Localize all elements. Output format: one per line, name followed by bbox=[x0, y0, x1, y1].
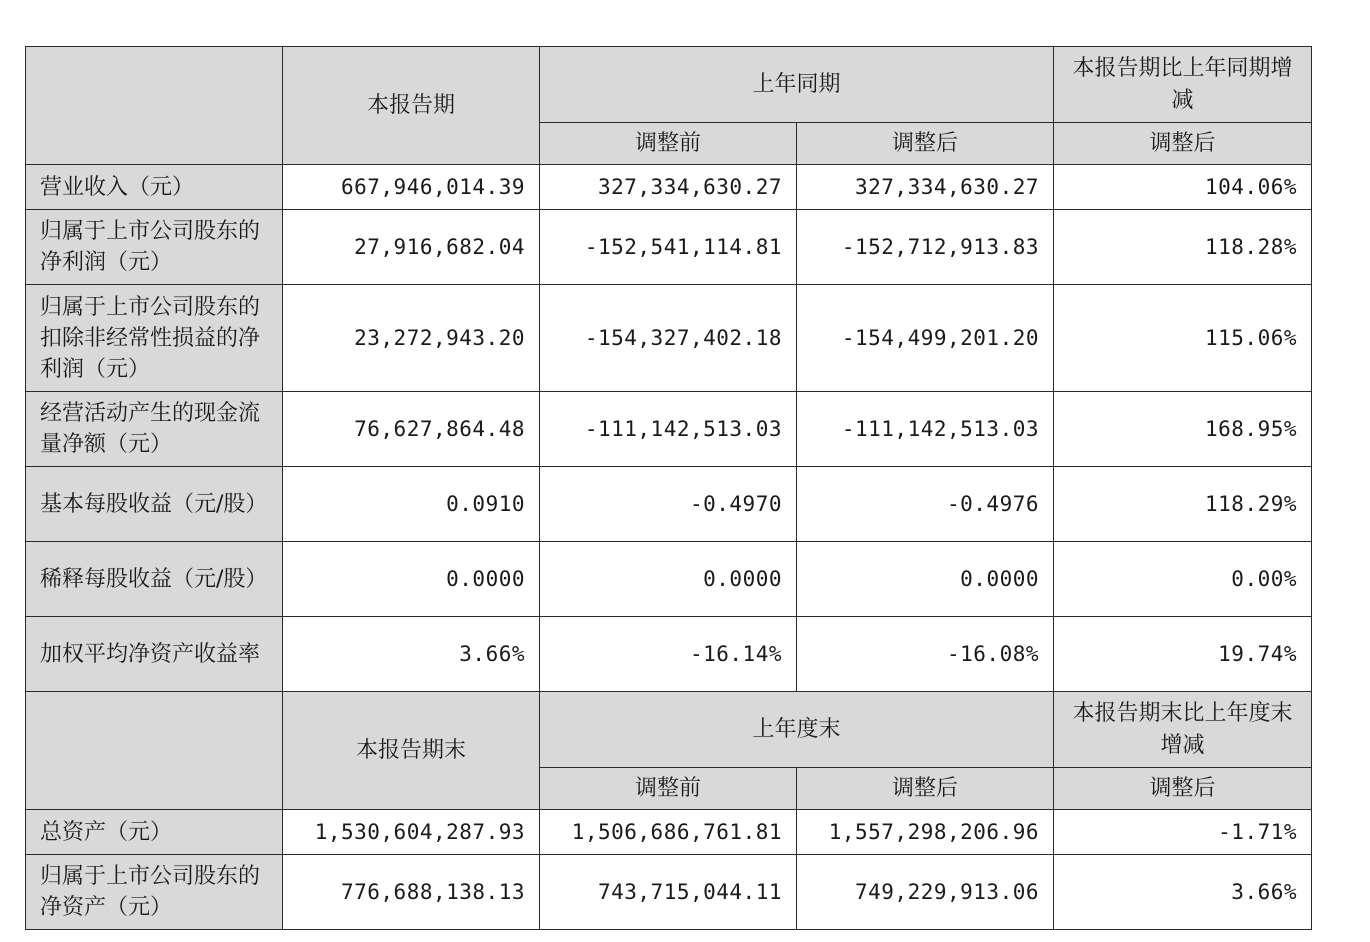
table-row bbox=[26, 542, 1312, 617]
value-change: 19.74% bbox=[1054, 617, 1312, 692]
header-blank-cell bbox=[26, 692, 283, 810]
row-label: 总资产（元） bbox=[26, 810, 283, 855]
value-current: 3.66% bbox=[283, 617, 540, 692]
row-label: 归属于上市公司股东的净利润（元） bbox=[26, 210, 283, 285]
value-current: 0.0910 bbox=[283, 467, 540, 542]
value-after-adjustment: 0.0000 bbox=[797, 542, 1054, 617]
value-after-adjustment: -16.08% bbox=[797, 617, 1054, 692]
value-before-adjustment: 743,715,044.11 bbox=[540, 855, 797, 930]
value-before-adjustment: -154,327,402.18 bbox=[540, 285, 797, 392]
header-change-after-adjustment: 调整后 bbox=[1054, 768, 1312, 810]
header-change-after-adjustment: 调整后 bbox=[1054, 123, 1312, 165]
header-current-period: 本报告期 bbox=[283, 47, 540, 165]
header-row bbox=[26, 47, 1312, 123]
row-label: 归属于上市公司股东的扣除非经常性损益的净利润（元） bbox=[26, 285, 283, 392]
value-before-adjustment: -16.14% bbox=[540, 617, 797, 692]
row-label: 加权平均净资产收益率 bbox=[26, 617, 283, 692]
header-after-adjustment: 调整后 bbox=[797, 123, 1054, 165]
header-period-end: 本报告期末 bbox=[283, 692, 540, 810]
value-current: 76,627,864.48 bbox=[283, 392, 540, 467]
row-label: 营业收入（元） bbox=[26, 165, 283, 210]
header-change bbox=[1054, 47, 1312, 123]
value-after-adjustment: 749,229,913.06 bbox=[797, 855, 1054, 930]
value-before-adjustment: -0.4970 bbox=[540, 467, 797, 542]
value-after-adjustment: 327,334,630.27 bbox=[797, 165, 1054, 210]
value-after-adjustment: -0.4976 bbox=[797, 467, 1054, 542]
table-row bbox=[26, 392, 1312, 467]
table-row bbox=[26, 855, 1312, 930]
value-change: 3.66% bbox=[1054, 855, 1312, 930]
value-before-adjustment: -111,142,513.03 bbox=[540, 392, 797, 467]
row-label: 经营活动产生的现金流量净额（元） bbox=[26, 392, 283, 467]
value-current: 23,272,943.20 bbox=[283, 285, 540, 392]
table-row bbox=[26, 810, 1312, 855]
header-before-adjustment: 调整前 bbox=[540, 768, 797, 810]
financial-summary-table bbox=[25, 46, 1312, 930]
value-change: -1.71% bbox=[1054, 810, 1312, 855]
value-after-adjustment: -154,499,201.20 bbox=[797, 285, 1054, 392]
value-after-adjustment: 1,557,298,206.96 bbox=[797, 810, 1054, 855]
table-row bbox=[26, 285, 1312, 392]
value-current: 776,688,138.13 bbox=[283, 855, 540, 930]
value-before-adjustment: -152,541,114.81 bbox=[540, 210, 797, 285]
value-current: 1,530,604,287.93 bbox=[283, 810, 540, 855]
value-current: 27,916,682.04 bbox=[283, 210, 540, 285]
table-row bbox=[26, 467, 1312, 542]
value-current: 667,946,014.39 bbox=[283, 165, 540, 210]
table-row bbox=[26, 210, 1312, 285]
header-change-text: 本报告期末比上年度末增减 bbox=[1072, 700, 1293, 758]
row-label: 基本每股收益（元/股） bbox=[26, 467, 283, 542]
header-prior-period: 上年同期 bbox=[540, 47, 1054, 123]
header-blank-cell bbox=[26, 47, 283, 165]
value-change: 104.06% bbox=[1054, 165, 1312, 210]
header-prior-year-end: 上年度末 bbox=[540, 692, 1054, 768]
header-row bbox=[26, 692, 1312, 768]
row-label: 归属于上市公司股东的净资产（元） bbox=[26, 855, 283, 930]
value-change: 118.29% bbox=[1054, 467, 1312, 542]
header-change-text: 本报告期比上年同期增减 bbox=[1072, 55, 1293, 113]
value-after-adjustment: -111,142,513.03 bbox=[797, 392, 1054, 467]
header-change bbox=[1054, 692, 1312, 768]
value-change: 115.06% bbox=[1054, 285, 1312, 392]
row-label: 稀释每股收益（元/股） bbox=[26, 542, 283, 617]
value-before-adjustment: 327,334,630.27 bbox=[540, 165, 797, 210]
value-change: 0.00% bbox=[1054, 542, 1312, 617]
value-current: 0.0000 bbox=[283, 542, 540, 617]
value-after-adjustment: -152,712,913.83 bbox=[797, 210, 1054, 285]
table-row bbox=[26, 617, 1312, 692]
table-row bbox=[26, 165, 1312, 210]
value-before-adjustment: 0.0000 bbox=[540, 542, 797, 617]
value-change: 118.28% bbox=[1054, 210, 1312, 285]
header-before-adjustment: 调整前 bbox=[540, 123, 797, 165]
value-before-adjustment: 1,506,686,761.81 bbox=[540, 810, 797, 855]
value-change: 168.95% bbox=[1054, 392, 1312, 467]
header-after-adjustment: 调整后 bbox=[797, 768, 1054, 810]
